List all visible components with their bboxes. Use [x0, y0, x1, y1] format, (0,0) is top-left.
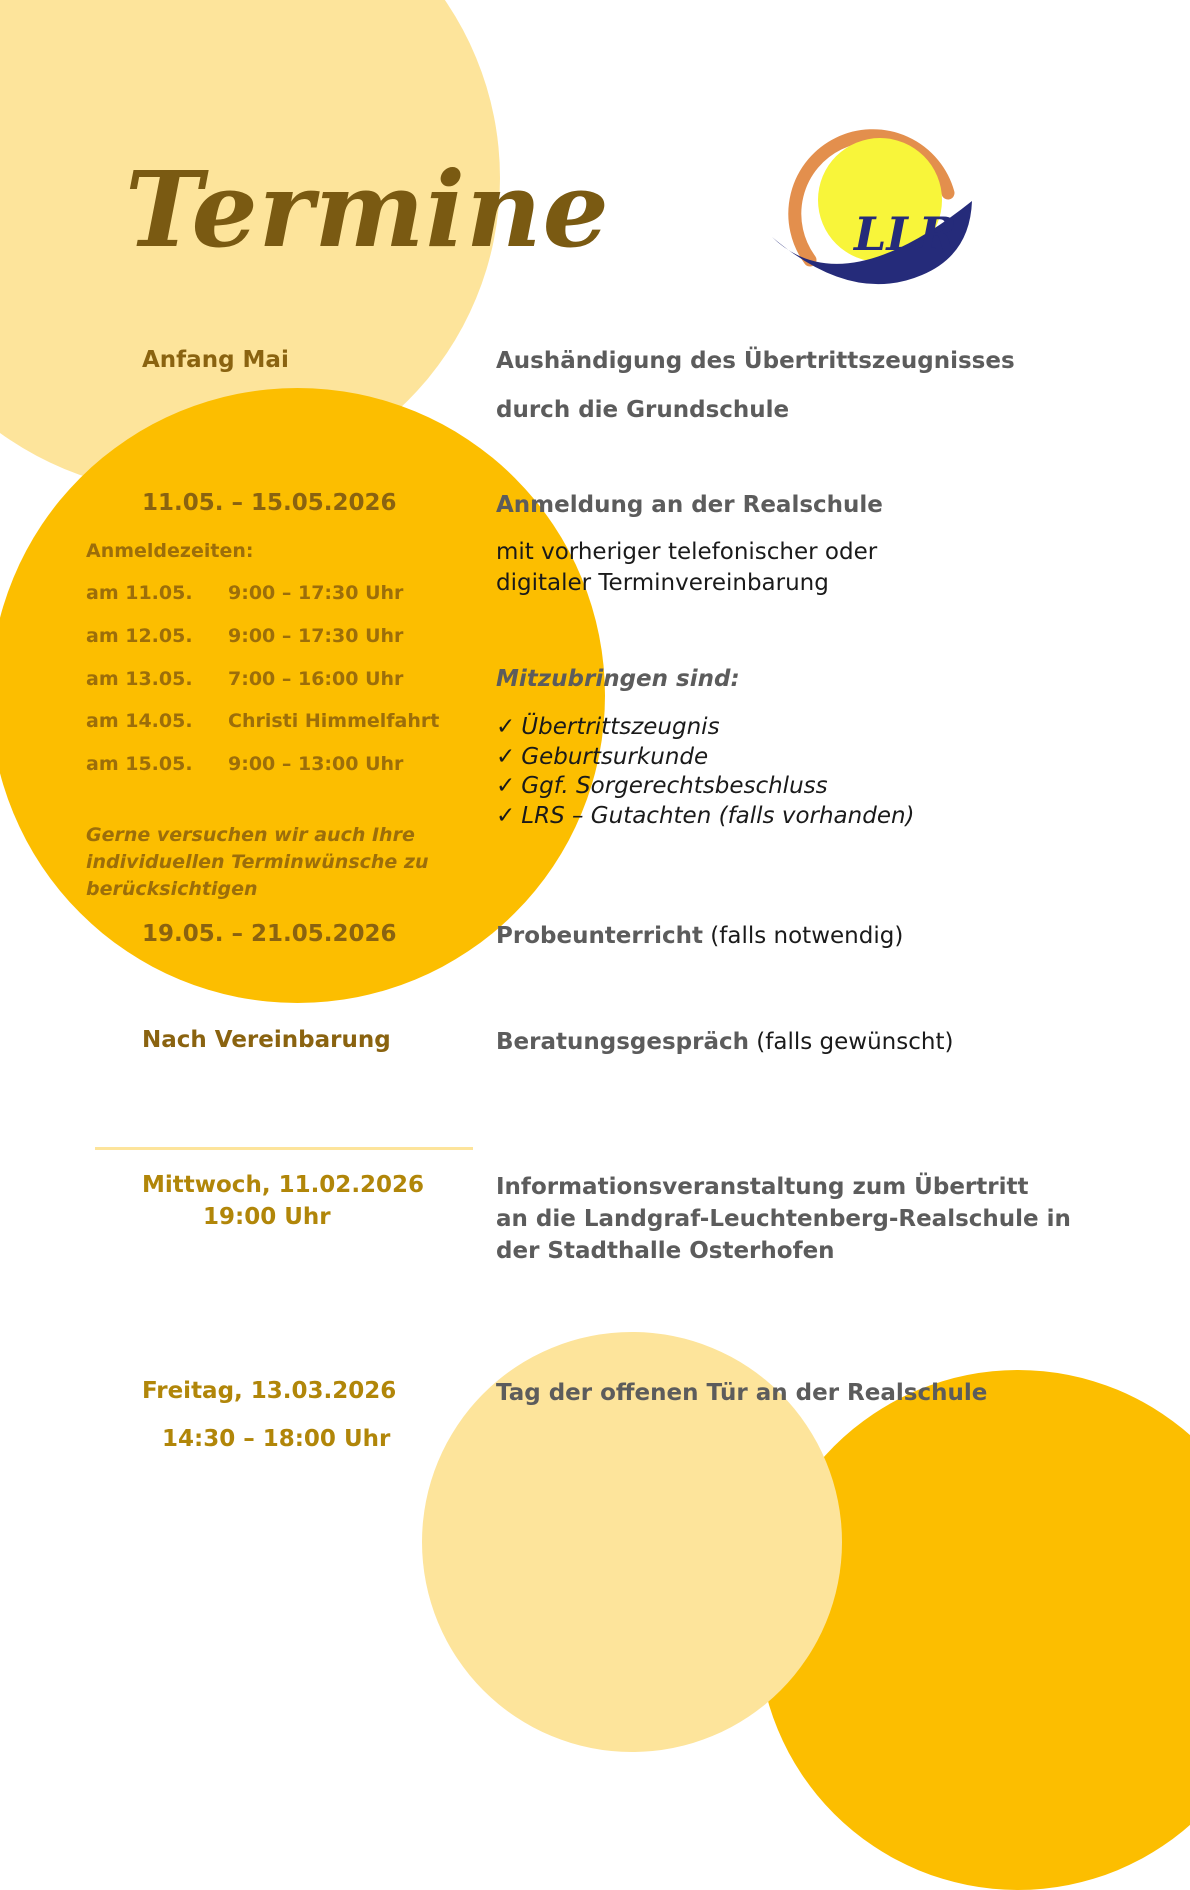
school-logo [772, 105, 988, 295]
info-text: Informationsveranstaltung zum Übertritt an die Landgraf-Leuchtenberg-Realschule in der Stadthalle Osterhofen [496, 1174, 1071, 1264]
date-beratung: Nach Vereinbarung [142, 1027, 391, 1053]
schedule-row [86, 710, 439, 732]
decor-circle-dark-middle [0, 388, 605, 1003]
schedule-day: am 13.05. [86, 668, 193, 690]
schedule-row [86, 753, 403, 775]
anmeldung-desc1: mit vorheriger telefonischer oder [496, 539, 878, 565]
schedule-time: Christi Himmelfahrt [228, 710, 440, 732]
date-info: Mittwoch, 11.02.2026 [142, 1172, 425, 1198]
schedule-time: 7:00 – 16:00 Uhr [228, 668, 404, 690]
schedule-day: am 14.05. [86, 710, 193, 732]
anmeldung-desc2: digitaler Terminvereinbarung [496, 570, 829, 596]
beratung-text: Beratungsgespräch (falls gewünscht) [496, 1029, 954, 1055]
date-probe: 19.05. – 21.05.2026 [142, 921, 397, 947]
time-tag: 14:30 – 18:00 Uhr [162, 1426, 391, 1452]
divider [95, 1147, 473, 1150]
tag-text: Tag der offenen Tür an der Realschule [496, 1380, 988, 1406]
schedule-day: am 11.05. [86, 582, 193, 604]
schedule-day: am 12.05. [86, 625, 193, 647]
schedule-row [86, 582, 403, 604]
probe-text: Probeunterricht (falls notwendig) [496, 923, 904, 949]
schedule-row [86, 668, 403, 690]
schedule-day: am 15.05. [86, 753, 193, 775]
bring-heading: Mitzubringen sind: [496, 666, 740, 692]
bring-item: ✓ Ggf. Sorgerechtsbeschluss [496, 773, 828, 799]
bring-item: ✓ Geburtsurkunde [496, 743, 709, 770]
anmeldung-heading: Anmeldung an der Realschule [496, 492, 883, 518]
schedule-row [86, 625, 403, 647]
schedule-time: 9:00 – 13:00 Uhr [228, 753, 404, 775]
bring-list [496, 713, 915, 831]
schedule-time: 9:00 – 17:30 Uhr [228, 625, 404, 647]
bring-item: ✓ LRS – Gutachten (falls vorhanden) [496, 802, 915, 829]
bring-item: ✓ Übertrittszeugnis [496, 714, 720, 740]
anfang-line2: durch die Grundschule [496, 397, 790, 423]
date-anmeldung: 11.05. – 15.05.2026 [142, 490, 397, 516]
date-anfang-mai: Anfang Mai [142, 347, 289, 373]
note-text: Gerne versuchen wir auch Ihre individuellen Terminwünsche zu berücksichtigen [86, 824, 429, 900]
anfang-line1: Aushändigung des Übertrittszeugnisses [496, 348, 1015, 374]
logo-text: LLR [854, 207, 957, 261]
schedule-time: 9:00 – 17:30 Uhr [228, 582, 404, 604]
date-tag: Freitag, 13.03.2026 [142, 1378, 397, 1404]
time-info: 19:00 Uhr [203, 1204, 331, 1230]
decor-circle-dark-bottom [758, 1370, 1190, 1890]
page-title: Termine [125, 148, 610, 271]
anmeldezeiten-label: Anmeldezeiten: [86, 540, 254, 562]
